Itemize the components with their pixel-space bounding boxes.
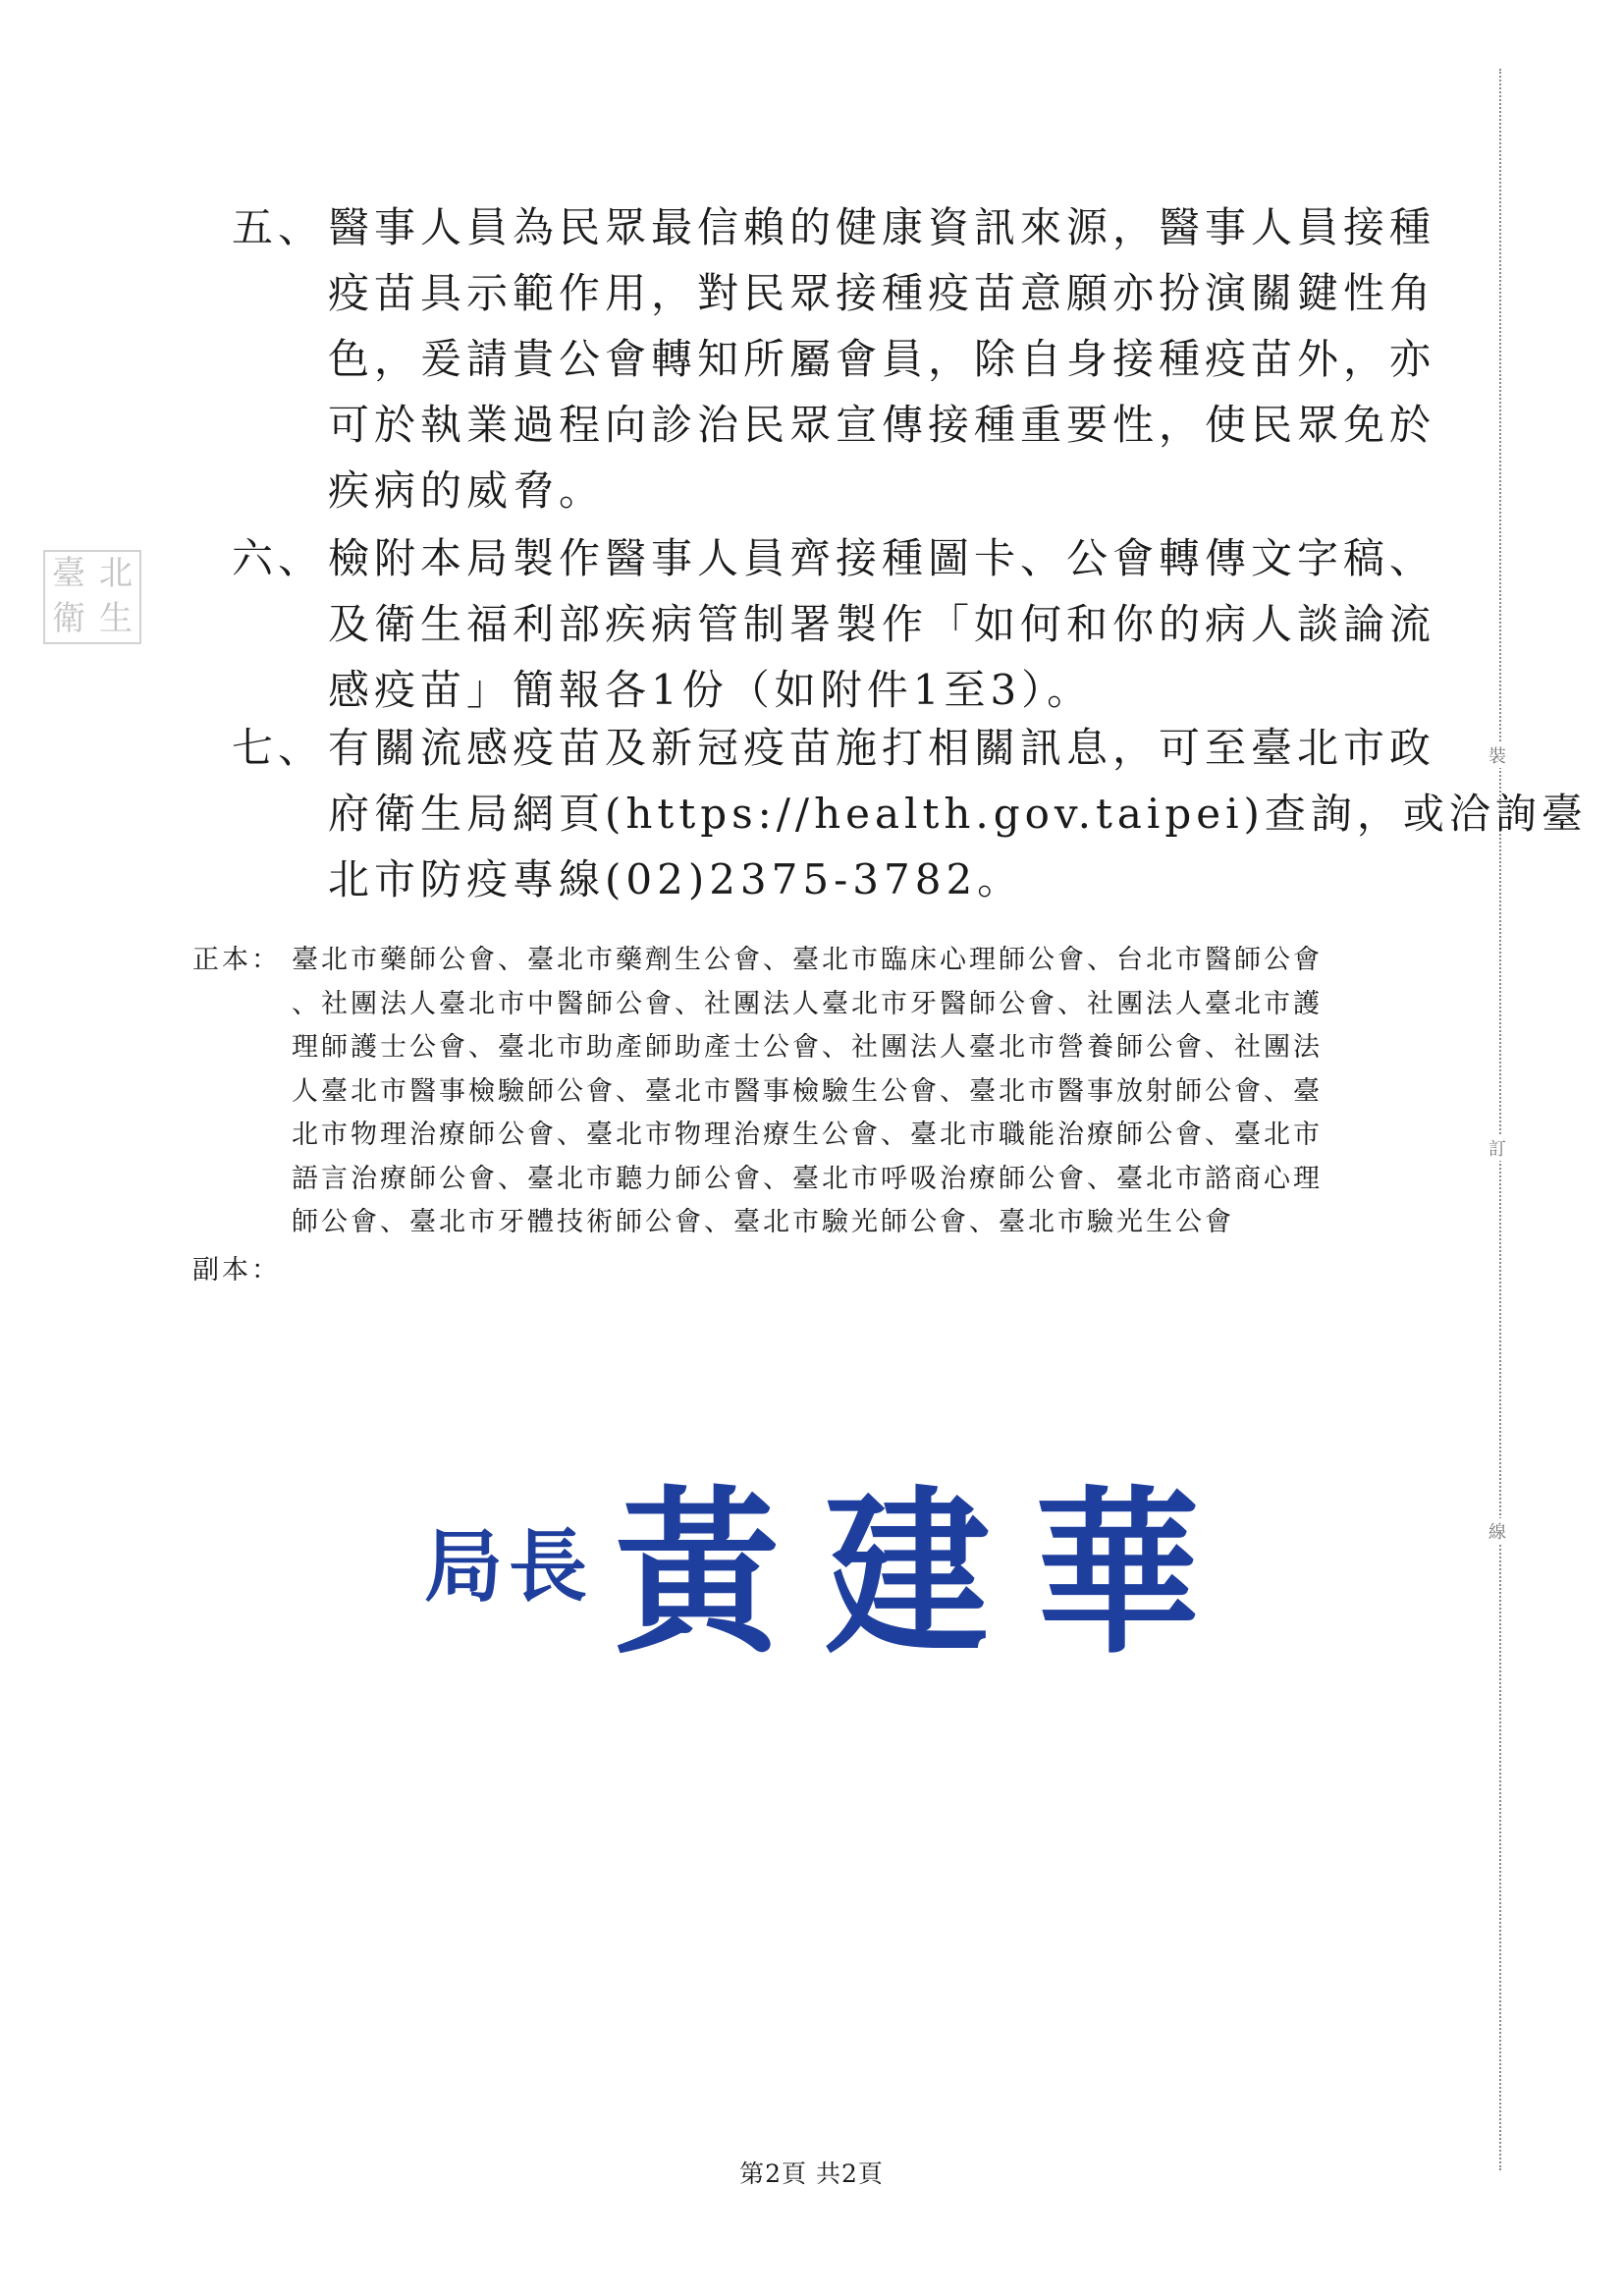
signature-name: 黃建華	[615, 1470, 1245, 1678]
binding-mark-bottom: 線	[1488, 1518, 1506, 1544]
paragraph-item-5	[232, 194, 1454, 523]
recipients-line: 北市物理治療師公會、臺北市物理治療生公會、臺北市職能治療師公會、臺北市	[292, 1120, 1323, 1150]
director-signature	[424, 1442, 1245, 1678]
recipients-line: 語言治療師公會、臺北市聽力師公會、臺北市呼吸治療師公會、臺北市諮商心理	[292, 1163, 1323, 1194]
binding-mark-top: 裝	[1488, 742, 1506, 768]
binding-mark-middle: 訂	[1488, 1135, 1506, 1161]
item-number: 七、	[232, 724, 325, 772]
item-line: 疾病的威脅。	[328, 466, 606, 515]
stamp-char: 臺	[52, 554, 85, 593]
item-number: 五、	[232, 203, 325, 251]
stamp-char: 北	[99, 554, 133, 593]
item-line: 府衛生局網頁(https://health.gov.taipei)查詢，或洽詢臺	[328, 790, 1588, 838]
recipients-line: 臺北市藥師公會、臺北市藥劑生公會、臺北市臨床心理師公會、台北市醫師公會	[292, 945, 1323, 975]
recipients-line: 師公會、臺北市牙體技術師公會、臺北市驗光師公會、臺北市驗光生公會	[292, 1207, 1234, 1237]
recipients-line: 理師護士公會、臺北市助產師助產士公會、社團法人臺北市營養師公會、社團法	[292, 1032, 1323, 1063]
paragraph-item-6	[232, 525, 1454, 723]
item-body	[328, 525, 1454, 723]
recipients-main-list	[292, 939, 1323, 1245]
item-body	[328, 715, 1588, 912]
signature-title: 局長	[424, 1521, 593, 1613]
item-line: 及衛生福利部疾病管制署製作「如何和你的病人談論流	[328, 600, 1436, 648]
item-body	[328, 194, 1454, 523]
paragraph-item-7	[232, 715, 1588, 912]
recipients-line: 人臺北市醫事檢驗師公會、臺北市醫事檢驗生公會、臺北市醫事放射師公會、臺	[292, 1075, 1323, 1107]
recipients-copy-label: 副本：	[192, 1255, 281, 1285]
recipients-main-label: 正本：	[192, 945, 281, 975]
item-number: 六、	[232, 534, 325, 582]
item-line: 可於執業過程向診治民眾宣傳接種重要性，使民眾免於	[328, 401, 1436, 449]
binding-line	[1499, 69, 1501, 2170]
stamp-char: 生	[99, 599, 133, 638]
page-number: 第2頁 共2頁	[739, 2159, 884, 2188]
item-line: 有關流感疫苗及新冠疫苗施打相關訊息，可至臺北市政	[328, 724, 1436, 772]
item-line: 感疫苗」簡報各1份（如附件1至3）。	[328, 666, 1094, 714]
item-line: 色，爰請貴公會轉知所屬會員，除自身接種疫苗外，亦	[328, 335, 1436, 383]
faded-stamp	[43, 550, 141, 644]
recipients-line: 、社團法人臺北市中醫師公會、社團法人臺北市牙醫師公會、社團法人臺北市護	[292, 988, 1323, 1019]
item-line: 醫事人員為民眾最信賴的健康資訊來源，醫事人員接種	[328, 203, 1436, 251]
stamp-char: 衛	[52, 599, 85, 638]
item-line: 北市防疫專線(02)2375-3782。	[328, 855, 1024, 903]
item-line: 檢附本局製作醫事人員齊接種圖卡、公會轉傳文字稿、	[328, 534, 1436, 582]
item-line: 疫苗具示範作用，對民眾接種疫苗意願亦扮演關鍵性角	[328, 269, 1436, 317]
